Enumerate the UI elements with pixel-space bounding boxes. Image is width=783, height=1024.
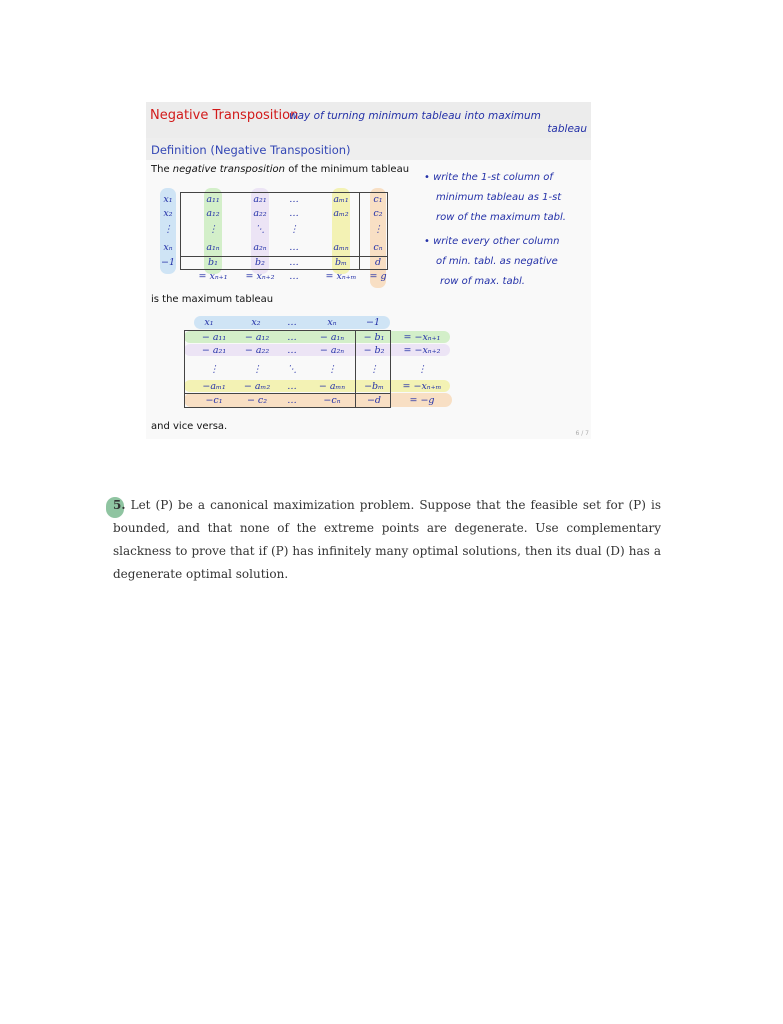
min-tableau-cell-r4-c3: … <box>289 257 299 268</box>
max-tableau-cell-r0-c5: = −xₙ₊₁ <box>403 332 441 343</box>
definition-header: Definition (Negative Transposition) <box>151 143 351 157</box>
intro-text-after: of the minimum tableau <box>285 164 410 175</box>
max-tableau-bottom-border <box>184 407 391 408</box>
min-tableau-cell-r1-c4: aₘ₂ <box>333 208 349 219</box>
max-tableau-cell-r2-c0: ⋮ <box>209 364 219 375</box>
annotation-line-6: row of max. tabl. <box>440 276 525 287</box>
intro-text-before: The <box>151 164 173 175</box>
max-tableau-cell-r1-c5: = −xₙ₊₂ <box>403 345 441 356</box>
max-tableau-cell-r1-c3: − a₂ₙ <box>319 345 345 356</box>
annotation-line-4: • write every other column <box>424 236 560 247</box>
min-tableau-cell-r1-c5: c₂ <box>373 208 383 219</box>
min-tableau-cell-r0-c4: aₘ₁ <box>333 194 349 205</box>
lecture-slide <box>146 102 591 439</box>
max-tableau-cell-r3-c2: … <box>287 381 297 392</box>
annotation-line-1: • write the 1-st column of <box>424 172 553 183</box>
max-tableau-cell-r1-c1: − a₂₂ <box>244 345 270 356</box>
exercise-text: Let (P) be a canonical maximization problem. Suppose that the feasible set for (P) is bounded, and that none of the extreme points are degenerate. Use complementary slackness to prove that if (P) has infinitely many optimal solutions, then its dual (D) has a degenerate optimal solution. <box>113 498 661 581</box>
min-tableau-cell-r4-c0: −1 <box>160 257 176 268</box>
max-tableau-cell-r0-c0: − a₁₁ <box>201 332 227 343</box>
max-tableau-right-border <box>390 330 391 408</box>
max-tableau-cell-r4-c0: −c₁ <box>205 395 223 406</box>
slide-title: Negative Transposition <box>150 108 299 123</box>
max-tableau-cell-r1-c2: … <box>287 345 297 356</box>
max-tableau-cell-r3-c0: −aₘ₁ <box>202 381 226 392</box>
max-tableau-cell-r2-c4: ⋮ <box>369 364 379 375</box>
vice-versa-text: and vice versa. <box>151 421 228 432</box>
max-tableau-cell-r4-c1: − c₂ <box>246 395 268 406</box>
tableau-bottom-border <box>180 269 388 270</box>
max-tableau-cell-r2-c5: ⋮ <box>417 364 427 375</box>
max-tableau-cell-r3-c4: −bₘ <box>364 381 384 392</box>
min-tableau-cell-r0-c3: … <box>289 194 299 205</box>
min-tableau-cell-r1-c3: … <box>289 208 299 219</box>
min-tableau-cell-r3-c3: … <box>289 242 299 253</box>
max-tableau-header-cell-r0-c1: x₂ <box>251 317 261 328</box>
max-tableau-cell-r3-c1: − aₘ₂ <box>243 381 271 392</box>
max-tableau-header-cell-r0-c2: … <box>287 317 297 328</box>
min-tableau-cell-r2-c5: ⋮ <box>373 224 383 235</box>
max-tableau-header-cell-r0-c4: −1 <box>365 317 381 328</box>
min-tableau-cell-r5-c2: = xₙ₊₂ <box>245 271 275 282</box>
max-tableau-cell-r0-c1: − a₁₂ <box>244 332 270 343</box>
slide-title-bar <box>146 102 591 138</box>
max-tableau-cell-r4-c4: −d <box>366 395 382 406</box>
min-tableau-cell-r1-c1: a₁₂ <box>206 208 220 219</box>
max-tableau-cell-r0-c4: − b₁ <box>363 332 385 343</box>
min-tableau-cell-r4-c1: b₁ <box>208 257 218 268</box>
min-tableau-cell-r2-c3: ⋮ <box>289 224 299 235</box>
min-tableau-cell-r3-c0: xₙ <box>163 242 173 253</box>
min-tableau-cell-r5-c5: = g <box>369 271 387 282</box>
min-tableau-cell-r5-c1: = xₙ₊₁ <box>198 271 228 282</box>
min-tableau-cell-r1-c2: a₂₂ <box>253 208 267 219</box>
tableau-left-border <box>180 192 181 270</box>
max-tableau-cell-r2-c2: ⋱ <box>287 364 297 375</box>
max-tableau-cell-r2-c3: ⋮ <box>327 364 337 375</box>
exercise-number: 5. <box>113 498 126 512</box>
tableau-right-border <box>387 192 388 270</box>
handwritten-title-note-end: tableau <box>547 123 587 135</box>
max-tableau-header-cell-r0-c0: x₁ <box>204 317 214 328</box>
min-tableau-cell-r1-c0: x₂ <box>163 208 173 219</box>
tableau-top-border <box>180 192 388 193</box>
min-tableau-cell-r0-c5: c₁ <box>373 194 383 205</box>
max-tableau-cell-r1-c0: − a₂₁ <box>201 345 227 356</box>
min-tableau-cell-r3-c1: a₁ₙ <box>206 242 220 253</box>
min-tableau-cell-r3-c2: a₂ₙ <box>253 242 267 253</box>
max-tableau-cell-r4-c3: −cₙ <box>323 395 341 406</box>
min-tableau-cell-r4-c2: b₂ <box>255 257 265 268</box>
min-tableau-cell-r2-c2: ⋱ <box>255 224 265 235</box>
max-tableau-cell-r2-c1: ⋮ <box>252 364 262 375</box>
max-tableau-column-separator <box>355 330 356 408</box>
min-tableau-cell-r5-c3: … <box>289 271 299 282</box>
min-tableau-cell-r2-c1: ⋮ <box>208 224 218 235</box>
min-tableau-cell-r4-c4: bₘ <box>335 257 347 268</box>
min-tableau-cell-r0-c0: x₁ <box>163 194 173 205</box>
min-tableau-cell-r0-c1: a₁₁ <box>206 194 220 205</box>
max-tableau-cell-r4-c5: = −g <box>409 395 435 406</box>
max-tableau-cell-r0-c3: − a₁ₙ <box>319 332 345 343</box>
annotation-line-3: row of the maximum tabl. <box>436 212 566 223</box>
is-maximum-text: is the maximum tableau <box>151 294 274 305</box>
max-tableau-header-cell-r0-c3: xₙ <box>327 317 337 328</box>
slide-page-number: 6 / 7 <box>575 430 589 437</box>
min-tableau-cell-r5-c4: = xₙ₊ₘ <box>325 271 357 282</box>
max-tableau-cell-r0-c2: … <box>287 332 297 343</box>
definition-header-bar <box>146 138 591 160</box>
max-tableau-cell-r4-c2: … <box>287 395 297 406</box>
max-tableau-cell-r3-c3: − aₘₙ <box>318 381 346 392</box>
tableau-column-separator <box>359 192 360 270</box>
intro-emphasis: negative transposition <box>172 164 286 175</box>
max-tableau-left-border <box>184 330 185 408</box>
min-tableau-cell-r2-c0: ⋮ <box>163 224 173 235</box>
annotation-line-5: of min. tabl. as negative <box>436 256 558 267</box>
max-tableau-top-border <box>184 330 391 331</box>
min-tableau-cell-r4-c5: d <box>374 257 382 268</box>
exercise-5 <box>113 494 661 586</box>
min-tableau-cell-r3-c4: aₘₙ <box>333 242 349 253</box>
min-tableau-cell-r3-c5: cₙ <box>373 242 383 253</box>
handwritten-title-note: way of turning minimum tableau into maximum <box>289 110 541 122</box>
definition-intro <box>151 164 409 175</box>
min-tableau-cell-r0-c2: a₂₁ <box>253 194 267 205</box>
annotation-line-2: minimum tableau as 1-st <box>436 192 562 203</box>
max-tableau-cell-r3-c5: = −xₙ₊ₘ <box>402 381 442 392</box>
max-tableau-cell-r1-c4: − b₂ <box>363 345 385 356</box>
max-tableau-row-separator <box>184 393 391 394</box>
